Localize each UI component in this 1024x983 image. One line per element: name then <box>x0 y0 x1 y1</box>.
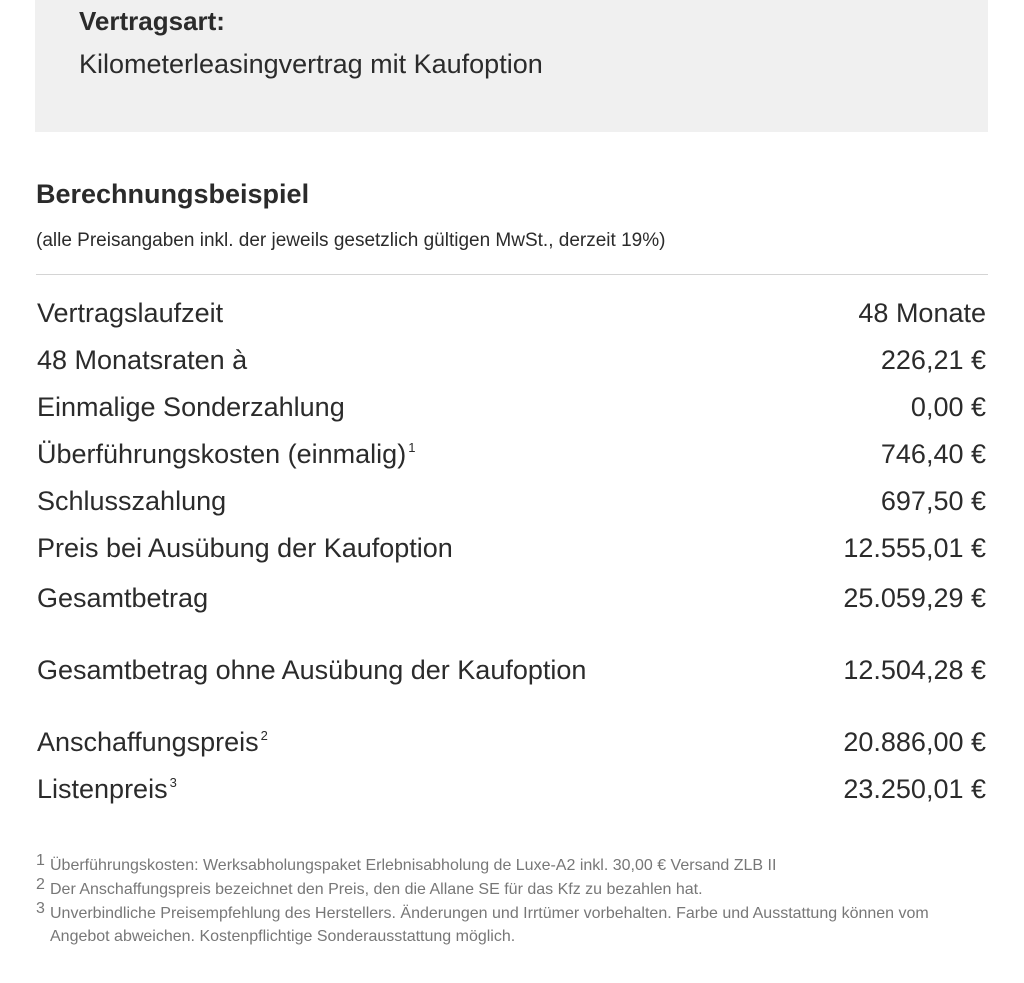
row-value: 12.504,28 € <box>843 655 986 685</box>
row-down-payment <box>37 387 986 427</box>
footnote-mark: 3 <box>36 900 45 917</box>
contract-type-box <box>35 0 988 132</box>
row-label: Anschaffungspreis $^2$ <box>37 727 268 757</box>
footnote-ref: 3 <box>169 775 177 790</box>
footnote-mark: 2 <box>36 876 45 893</box>
row-list-price <box>37 769 986 809</box>
divider <box>36 274 988 275</box>
contract-type-label: Vertragsart: <box>79 6 225 36</box>
footnote-text: Überführungskosten: Werksabholungspaket Erlebnisabholung de Luxe-A2 inkl. 30,00 € Versand ZLB II <box>50 857 777 874</box>
row-label: Überführungskosten (einmalig) $^1$ <box>37 439 416 469</box>
row-label: Preis bei Ausübung der Kaufoption <box>37 533 453 563</box>
row-total-without-option <box>37 650 986 690</box>
row-total-amount <box>37 578 986 618</box>
row-value: 226,21 € <box>880 345 986 375</box>
row-final-payment <box>37 481 986 521</box>
row-value: 25.059,29 € <box>843 583 986 613</box>
contract-type-value: Kilometerleasingvertrag mit Kaufoption <box>79 49 543 79</box>
footnote-ref: 2 <box>260 728 268 743</box>
row-value: 12.555,01 € <box>843 533 986 563</box>
row-value: 48 Monate <box>858 298 986 328</box>
row-purchase-option-price <box>37 528 986 568</box>
footnote-ref: 1 <box>408 440 416 455</box>
footnote-2 <box>36 878 966 901</box>
row-value: 20.886,00 € <box>843 727 986 757</box>
row-value: 697,50 € <box>880 486 986 516</box>
row-value: 746,40 € <box>880 439 986 469</box>
row-label: Schlusszahlung <box>37 486 227 516</box>
footnote-mark: 1 <box>36 852 45 869</box>
row-value: 0,00 € <box>910 392 986 422</box>
row-acquisition-price <box>37 722 986 762</box>
row-label: Gesamtbetrag <box>37 583 209 613</box>
footnotes <box>36 854 966 949</box>
vat-note: (alle Preisangaben inkl. der jeweils gesetzlich gültigen MwSt., derzeit 19%) <box>36 230 666 251</box>
footnote-text: Unverbindliche Preisempfehlung des Herstellers. Änderungen und Irrtümer vorbehalten. Farbe und Ausstattung können vom Angebot abweichen. Kostenpflichtige Sonderausstattung möglich. <box>50 905 929 945</box>
footnote-text: Der Anschaffungspreis bezeichnet den Preis, den die Allane SE für das Kfz zu bezahlen hat. <box>50 881 703 898</box>
row-label: Gesamtbetrag ohne Ausübung der Kaufoption <box>37 655 587 685</box>
row-label: Vertragslaufzeit <box>37 298 224 328</box>
calculation-title: Berechnungsbeispiel <box>36 179 310 209</box>
row-label: Listenpreis $^3$ <box>37 774 177 804</box>
footnote-3 <box>36 902 966 948</box>
footnote-1 <box>36 854 966 877</box>
row-monthly-rates <box>37 340 986 380</box>
row-label: Einmalige Sonderzahlung <box>37 392 345 422</box>
row-transfer-costs <box>37 434 986 474</box>
row-contract-term <box>37 293 986 333</box>
row-label: 48 Monatsraten à <box>37 345 248 375</box>
row-value: 23.250,01 € <box>843 774 986 804</box>
